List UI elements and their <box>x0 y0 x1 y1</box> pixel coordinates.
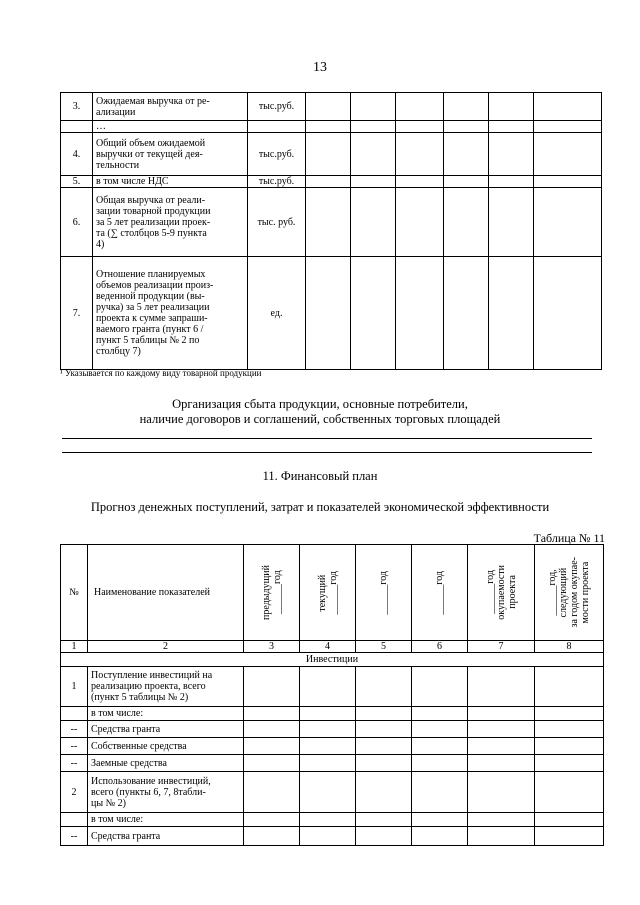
data-cell <box>351 188 396 257</box>
table-row <box>61 755 604 772</box>
row-number: 5. <box>61 176 93 188</box>
data-cell <box>306 133 351 176</box>
column-number: 5 <box>356 641 412 653</box>
investments-label: Инвестиции <box>61 653 604 667</box>
data-cell <box>444 133 489 176</box>
page-number: 13 <box>313 60 327 75</box>
column-number: 4 <box>300 641 356 653</box>
data-cell <box>535 721 604 738</box>
data-cell <box>444 121 489 133</box>
column-number: 2 <box>88 641 244 653</box>
row-label: Ожидаемая выручка от ре- ализации <box>93 93 248 121</box>
data-cell <box>356 707 412 721</box>
data-cell <box>444 188 489 257</box>
data-cell <box>489 93 534 121</box>
data-cell <box>535 827 604 846</box>
data-cell <box>396 188 444 257</box>
row-number: -- <box>61 721 88 738</box>
data-cell <box>244 813 300 827</box>
row-unit: тыс. руб. <box>248 188 306 257</box>
section-title: 11. Финансовый план <box>262 469 378 483</box>
header-number: № <box>61 545 88 641</box>
data-cell <box>306 93 351 121</box>
header-year-label: предыдущий ______год <box>260 565 283 620</box>
data-cell <box>244 827 300 846</box>
row-unit: ед. <box>248 257 306 370</box>
data-cell <box>306 121 351 133</box>
data-cell <box>412 772 468 813</box>
data-cell <box>351 176 396 188</box>
row-label: Собственные средства <box>88 738 244 755</box>
row-label: в том числе: <box>88 813 244 827</box>
data-cell <box>300 772 356 813</box>
header-year-label: ______год <box>378 570 389 615</box>
data-cell <box>489 133 534 176</box>
table-row <box>61 93 602 121</box>
data-cell <box>489 257 534 370</box>
data-cell <box>356 772 412 813</box>
data-cell <box>412 707 468 721</box>
data-cell <box>356 827 412 846</box>
data-cell <box>356 813 412 827</box>
data-cell <box>489 176 534 188</box>
data-cell <box>468 772 535 813</box>
row-number: 2 <box>61 772 88 813</box>
data-cell <box>412 667 468 707</box>
row-number: 6. <box>61 188 93 257</box>
data-cell <box>351 257 396 370</box>
row-number <box>61 813 88 827</box>
header-year-label: ______год <box>434 570 445 615</box>
table-row <box>61 667 604 707</box>
data-cell <box>444 257 489 370</box>
table-row <box>61 133 602 176</box>
data-cell <box>444 176 489 188</box>
column-numbers-row <box>61 641 604 653</box>
data-cell <box>244 755 300 772</box>
data-cell <box>468 813 535 827</box>
table-caption: Таблица № 11 <box>533 531 605 545</box>
column-number: 6 <box>412 641 468 653</box>
row-label: Заемные средства <box>88 755 244 772</box>
data-cell <box>351 133 396 176</box>
table-row <box>61 188 602 257</box>
row-number <box>61 121 93 133</box>
table-row <box>61 257 602 370</box>
row-label: Общий объем ожидаемой выручки от текущей дея- тельности <box>93 133 248 176</box>
indicators-table <box>60 92 602 370</box>
data-cell <box>468 721 535 738</box>
data-cell <box>412 827 468 846</box>
data-cell <box>351 93 396 121</box>
row-label: … <box>93 121 248 133</box>
org-heading-line2: наличие договоров и соглашений, собственных торговых площадей <box>139 412 501 426</box>
data-cell <box>489 188 534 257</box>
data-cell <box>300 707 356 721</box>
section-subtitle: Прогноз денежных поступлений, затрат и показателей экономической эффективности <box>90 500 550 514</box>
row-unit <box>248 121 306 133</box>
data-cell <box>535 755 604 772</box>
data-cell <box>535 772 604 813</box>
data-cell <box>244 667 300 707</box>
data-cell <box>244 772 300 813</box>
row-unit: тыс.руб. <box>248 133 306 176</box>
row-unit: тыс.руб. <box>248 93 306 121</box>
financial-plan-table <box>60 544 604 846</box>
data-cell <box>306 176 351 188</box>
data-cell <box>351 121 396 133</box>
header-year <box>356 545 412 641</box>
data-cell <box>396 257 444 370</box>
table-row <box>61 827 604 846</box>
header-year <box>300 545 356 641</box>
data-cell <box>535 738 604 755</box>
data-cell <box>444 93 489 121</box>
table-row <box>61 772 604 813</box>
data-cell <box>534 93 602 121</box>
data-cell <box>356 667 412 707</box>
data-cell <box>300 827 356 846</box>
row-number: 7. <box>61 257 93 370</box>
data-cell <box>396 93 444 121</box>
data-cell <box>244 707 300 721</box>
row-label: Общая выручка от реали- зации товарной продукции за 5 лет реализации проек- та (∑ столбцов 5-9 пункта 4) <box>93 188 248 257</box>
data-cell <box>468 755 535 772</box>
data-cell <box>356 755 412 772</box>
data-cell <box>468 707 535 721</box>
data-cell <box>306 257 351 370</box>
column-number: 7 <box>468 641 535 653</box>
data-cell <box>534 121 602 133</box>
fill-line <box>62 452 592 453</box>
data-cell <box>468 827 535 846</box>
data-cell <box>412 755 468 772</box>
data-cell <box>535 813 604 827</box>
table-row <box>61 738 604 755</box>
data-cell <box>534 188 602 257</box>
row-number: -- <box>61 738 88 755</box>
data-cell <box>306 188 351 257</box>
data-cell <box>534 176 602 188</box>
data-cell <box>468 667 535 707</box>
header-name: Наименование показателей <box>88 545 244 641</box>
header-year <box>535 545 604 641</box>
data-cell <box>412 721 468 738</box>
row-number: -- <box>61 827 88 846</box>
data-cell <box>356 721 412 738</box>
table-row <box>61 707 604 721</box>
data-cell <box>489 121 534 133</box>
header-year-label: текущий ______год <box>316 570 339 615</box>
row-label: Средства гранта <box>88 721 244 738</box>
table-row <box>61 813 604 827</box>
row-label: Использование инвестиций, всего (пункты 6, 7, 8табли- цы № 2) <box>88 772 244 813</box>
data-cell <box>412 813 468 827</box>
footnote: ¹ Указывается по каждому виду товарной продукции <box>60 368 262 378</box>
column-number: 8 <box>535 641 604 653</box>
data-cell <box>300 667 356 707</box>
row-label: в том числе НДС <box>93 176 248 188</box>
row-number <box>61 707 88 721</box>
data-cell <box>396 176 444 188</box>
data-cell <box>356 738 412 755</box>
header-year <box>244 545 300 641</box>
column-number: 1 <box>61 641 88 653</box>
data-cell <box>396 121 444 133</box>
data-cell <box>300 721 356 738</box>
data-cell <box>412 738 468 755</box>
data-cell <box>396 133 444 176</box>
org-heading-line1: Организация сбыта продукции, основные потребители, <box>172 397 468 411</box>
table-row <box>61 176 602 188</box>
data-cell <box>534 257 602 370</box>
data-cell <box>468 738 535 755</box>
row-number: -- <box>61 755 88 772</box>
data-cell <box>244 738 300 755</box>
header-year <box>468 545 535 641</box>
row-number: 4. <box>61 133 93 176</box>
table-row <box>61 121 602 133</box>
row-label: Поступление инвестиций на реализацию проекта, всего (пункт 5 таблицы № 2) <box>88 667 244 707</box>
data-cell <box>244 721 300 738</box>
data-cell <box>534 133 602 176</box>
header-year <box>412 545 468 641</box>
row-label: в том числе: <box>88 707 244 721</box>
row-label: Отношение планируемых объемов реализации произ- веденной продукции (вы- ручка) за 5 лет реализации проекта к сумме запраши- ваемого гранта (пункт 6 / пункт 5 таблицы № 2 по столбцу 7) <box>93 257 248 370</box>
header-year-label: ______год окупаемости проекта <box>484 565 518 620</box>
header-row <box>61 545 604 641</box>
data-cell <box>535 707 604 721</box>
section-row <box>61 653 604 667</box>
fill-line <box>62 438 592 439</box>
row-number: 1 <box>61 667 88 707</box>
row-label: Средства гранта <box>88 827 244 846</box>
row-unit: тыс.руб. <box>248 176 306 188</box>
table-row <box>61 721 604 738</box>
data-cell <box>535 667 604 707</box>
data-cell <box>300 813 356 827</box>
column-number: 3 <box>244 641 300 653</box>
header-year-label: ______год, следующий за годом окупае- мости проекта <box>547 557 591 628</box>
row-number: 3. <box>61 93 93 121</box>
data-cell <box>300 755 356 772</box>
data-cell <box>300 738 356 755</box>
